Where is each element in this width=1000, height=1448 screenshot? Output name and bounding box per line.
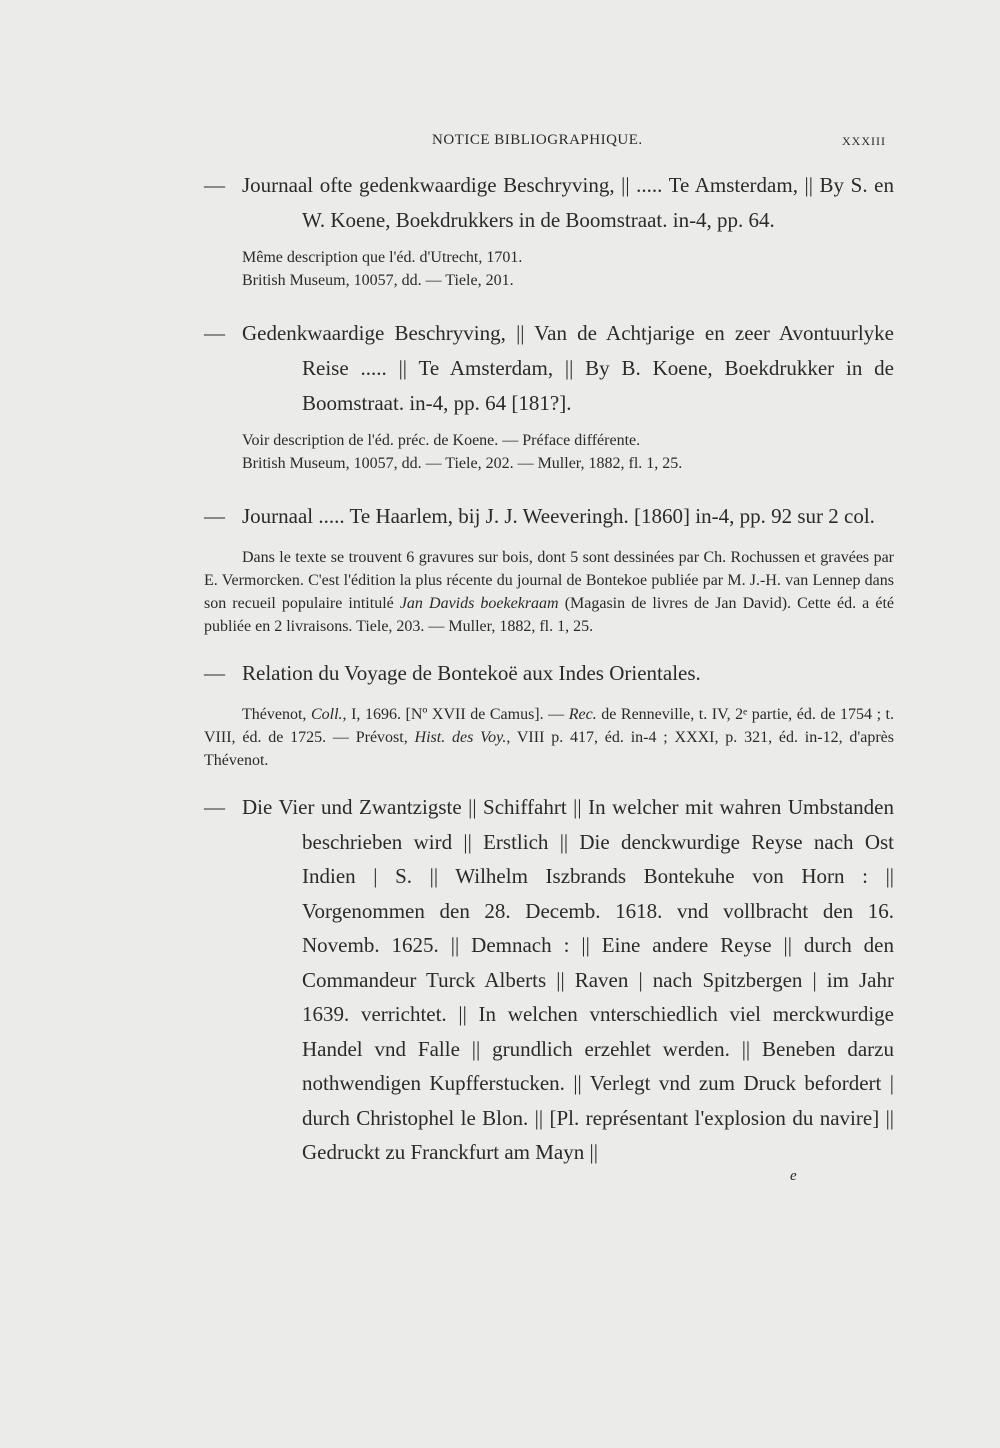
signature-mark: e [790, 1168, 797, 1184]
note-line: British Museum, 10057, dd. — Tiele, 202. — Muller, 1882, fl. 1, 25. [242, 455, 683, 472]
note-line: British Museum, 10057, dd. — Tiele, 201. [242, 272, 514, 289]
entry-notes [204, 429, 894, 475]
entry-title: — Gedenkwaardige Beschryving, || Van de Achtjarige en zeer Avontuurlyke Reise ..... || Te Amsterdam, || By B. Koene, Boekdrukker in de Boomstraat. in-4, pp. 64 [181?]. [204, 321, 894, 415]
bibliography-entry [204, 316, 894, 475]
bibliography-entry [204, 656, 894, 772]
entry-description: Thévenot, Coll., I, 1696. [Nº XVII de Camus]. — Rec. de Renneville, t. IV, 2ᵉ partie, éd. de 1754 ; t. VIII, éd. de 1725. — Prévost, Hist. des Voy., VIII p. 417, éd. in-4 ; XXXI, p. 321, éd. in-12, d'après Thévenot. [204, 706, 895, 769]
entry-title: — Die Vier und Zwantzigste || Schiffahrt || In welcher mit wahren Umbstanden beschrieben wird || Erstlich || Die denckwurdige Reyse nach Ost Indien | S. || Wilhelm Iszbrands Bontekuhe von Horn : || Vorgenommen den 28. Decemb. 1618. vnd vollbracht den 16. Novemb. 1625. || Demnach : || Eine andere Reyse || durch den Commandeur Turck Alberts || Raven | nach Spitzbergen | im Jahr 1639. verrichtet. || In welchen vnterschiedlich viel merckwurdige Handel vnd Falle || grundlich erzehlet werden. || Beneben darzu nothwendigen Kupfferstucken. || Verlegt vnd zum Druck befordert | durch Christophel le Blon. || [Pl. représentant l'explosion du navire] || Gedruckt zu Franckfurt am Mayn || [204, 795, 894, 1164]
entry-title: — Journaal ..... Te Haarlem, bij J. J. Weeveringh. [1860] in-4, pp. 92 sur 2 col. [204, 504, 875, 528]
italic-title: Jan Davids boekekraam [399, 595, 559, 612]
running-title: NOTICE BIBLIOGRAPHIQUE. [432, 132, 643, 148]
entry-notes [204, 246, 894, 292]
page-body [204, 168, 894, 1170]
entry-title: — Journaal ofte gedenkwaardige Beschryving, || ..... Te Amsterdam, || By S. en W. Koene, Boekdrukkers in de Boomstraat. in-4, pp. 64. [204, 173, 894, 232]
entry-description: Dans le texte se trouvent 6 gravures sur bois, dont 5 sont dessinées par Ch. Rochussen et gravées par E. Vermorcken. C'est l'édition la plus récente du journal de Bontekoe publiée par M. J.-H. van Lennep dans son recueil populaire intitulé Jan Davids boekekraam (Magasin de livres de Jan David). Cette éd. a été publiée en 2 livraisons. Tiele, 203. — Muller, 1882, fl. 1, 25. [204, 549, 894, 635]
bibliography-entry [204, 168, 894, 292]
note-line: Voir description de l'éd. préc. de Koene. — Préface différente. [242, 432, 641, 449]
entry-title: — Relation du Voyage de Bontekoë aux Indes Orientales. [204, 661, 701, 685]
bibliography-entry [204, 499, 894, 638]
page-number: XXXIII [842, 134, 886, 148]
note-line: Même description que l'éd. d'Utrecht, 1701. [242, 249, 523, 266]
bibliography-entry [204, 790, 894, 1170]
